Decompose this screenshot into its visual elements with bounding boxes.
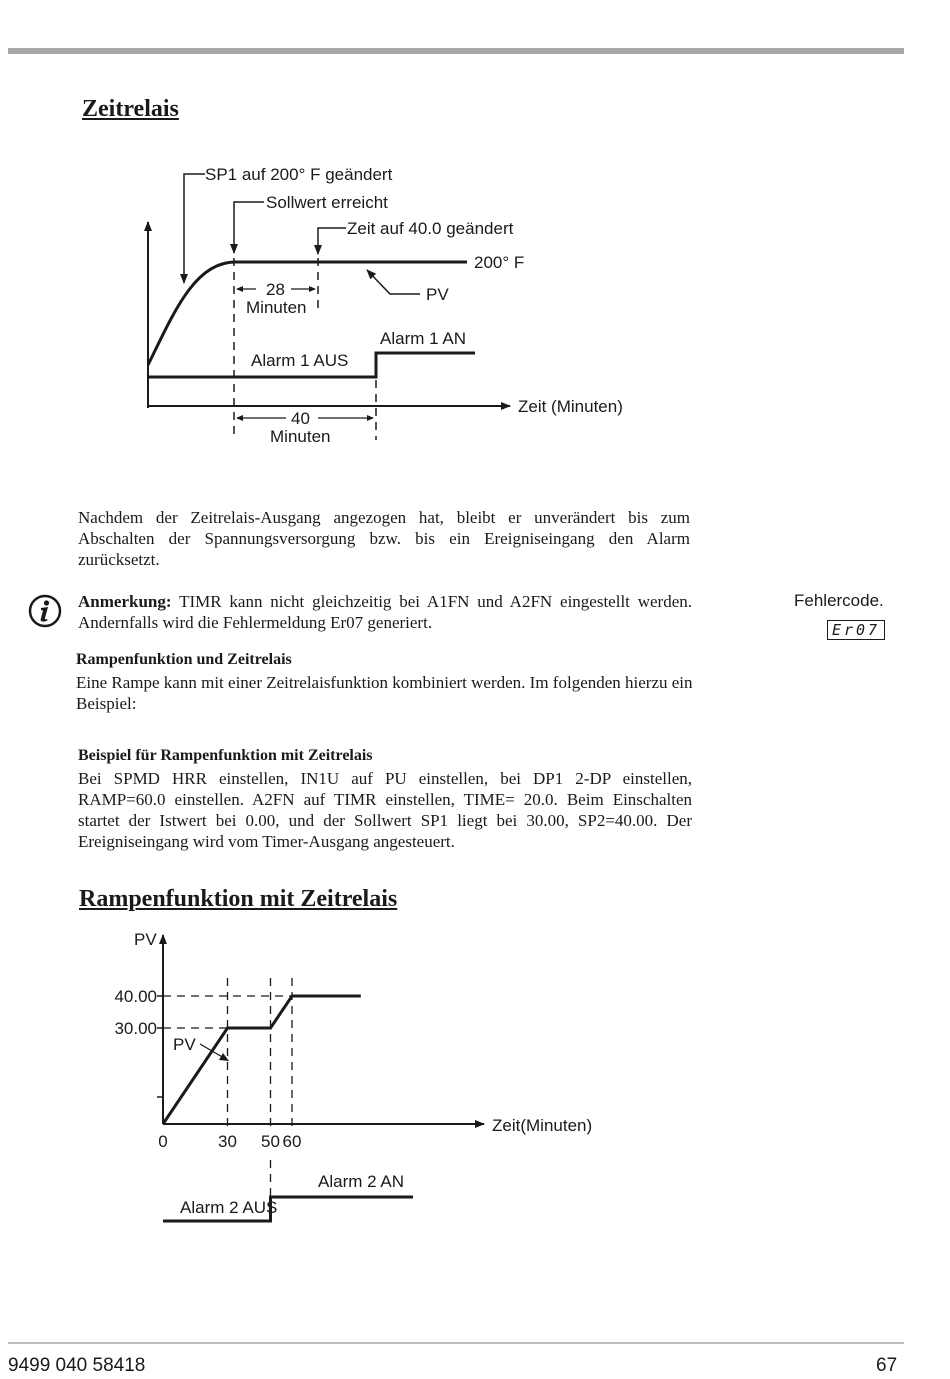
top-rule [8, 48, 904, 54]
note [78, 591, 692, 633]
interval2-value: 40 [291, 409, 310, 428]
alarm2-on-label: Alarm 2 AN [318, 1172, 404, 1191]
interval1-value: 28 [266, 280, 285, 299]
pv-pointer [200, 1044, 224, 1058]
setpoint-reached-label: Sollwert erreicht [266, 193, 388, 212]
error-code-label: Fehlercode. [794, 591, 884, 610]
note-text: TIMR kann nicht gleichzeitig bei A1FN und A2FN eingestellt werden. Andernfalls wird die Fehlermeldung Er07 generiert. [78, 592, 693, 632]
x-tick-label: 50 [261, 1132, 280, 1151]
info-icon [28, 594, 62, 628]
pv-series-line [163, 996, 361, 1124]
x-tick-label: 0 [158, 1132, 168, 1151]
pv-label: PV [426, 285, 449, 304]
timer-diagram [0, 150, 700, 460]
alarm1-on-label: Alarm 1 AN [380, 329, 466, 348]
ramp-section-text: Eine Rampe kann mit einer Zeitrelaisfunktion kombiniert werden. Im folgenden hierzu ein Beispiel: [76, 673, 693, 713]
footer-rule [8, 1342, 904, 1344]
doc-number: 9499 040 58418 [8, 1355, 146, 1376]
alarm1-off-label: Alarm 1 AUS [251, 351, 349, 370]
pv-curve [148, 262, 467, 365]
time-axis-label: Zeit (Minuten) [518, 397, 623, 416]
x-tick-label: 30 [218, 1132, 237, 1151]
ramp-y-label: PV [134, 930, 157, 949]
error-code-display: Er07 [827, 620, 885, 640]
paragraph-timer-output: Nachdem der Zeitrelais-Ausgang angezogen hat, bleibt er unverändert bis zum Abschalten der Spannungsversorgung bzw. bis ein Ereigniseingang den Alarm zurücksetzt. [78, 508, 690, 569]
example-text: Bei SPMD HRR einstellen, IN1U auf PU einstellen, bei DP1 2-DP einstellen, RAMP=60.0 einstellen. A2FN auf TIMR einstellen, TIME= 20.0. Beim Einschalten startet der Istwert bei 0.00, und der Sollwert SP1 liegt bei 30.00, SP2=40.00. Der Ereigniseingang wird vom Timer-Ausgang angesteuert. [78, 769, 692, 851]
y-tick-label: 30.00 [114, 1019, 157, 1038]
heading-ramp: Rampenfunktion mit Zeitrelais [79, 886, 398, 912]
ramp-section-title: Rampenfunktion und Zeitrelais [76, 651, 292, 668]
x-tick-label: 60 [282, 1132, 302, 1151]
example-title: Beispiel für Rampenfunktion mit Zeitrelais [78, 747, 373, 764]
alarm2-off-label: Alarm 2 AUS [180, 1198, 278, 1217]
interval2-unit: Minuten [270, 427, 331, 446]
pv-annotation: PV [173, 1035, 196, 1054]
time-changed-label: Zeit auf 40.0 geändert [347, 219, 514, 238]
y-tick-label: 40.00 [114, 987, 157, 1006]
note-label: Anmerkung: [78, 592, 172, 611]
page-number: 67 [876, 1355, 898, 1376]
sp1-changed-label: SP1 auf 200° F geändert [205, 165, 393, 184]
interval1-unit: Minuten [246, 298, 307, 317]
ramp-chart [0, 920, 700, 1240]
temp-label: 200° F [474, 253, 525, 272]
heading-timer: Zeitrelais [82, 96, 179, 122]
ramp-x-label: Zeit(Minuten) [492, 1116, 593, 1135]
